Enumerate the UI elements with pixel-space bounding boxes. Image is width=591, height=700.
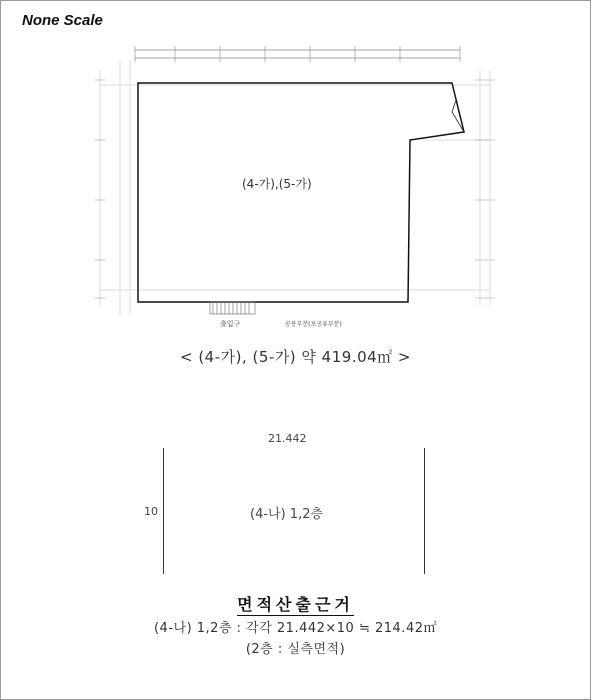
room-label: (4-가),(5-가) <box>242 177 312 191</box>
height-dimension: 10 <box>144 505 158 518</box>
entrance-stairs <box>210 302 255 314</box>
unit-outline <box>138 83 464 302</box>
plan-caption: < (4-가), (5-가) 약 419.04㎡ > <box>179 348 412 366</box>
top-dim-ticks <box>135 46 460 62</box>
shared-area-label: 공용부분(보공유부분) <box>285 321 342 328</box>
floor-plan-drawing <box>80 40 510 340</box>
right-boundary-line <box>424 448 425 574</box>
area-calc-line-1: (4-나) 1,2층 : 각각 21.442×10 ≒ 214.42㎡ <box>153 621 437 636</box>
left-boundary-line <box>163 448 164 574</box>
width-dimension: 21.442 <box>268 432 307 445</box>
area-calc-title <box>0 592 591 615</box>
area-calc-title-text: 면적산출근거 <box>237 595 354 614</box>
scale-note: None Scale <box>22 12 103 29</box>
entrance-label: 출입구 <box>220 320 241 328</box>
floor-label: (4-나) 1,2층 <box>250 507 324 522</box>
area-calc-line-2: (2층 : 실측면적) <box>245 642 346 657</box>
